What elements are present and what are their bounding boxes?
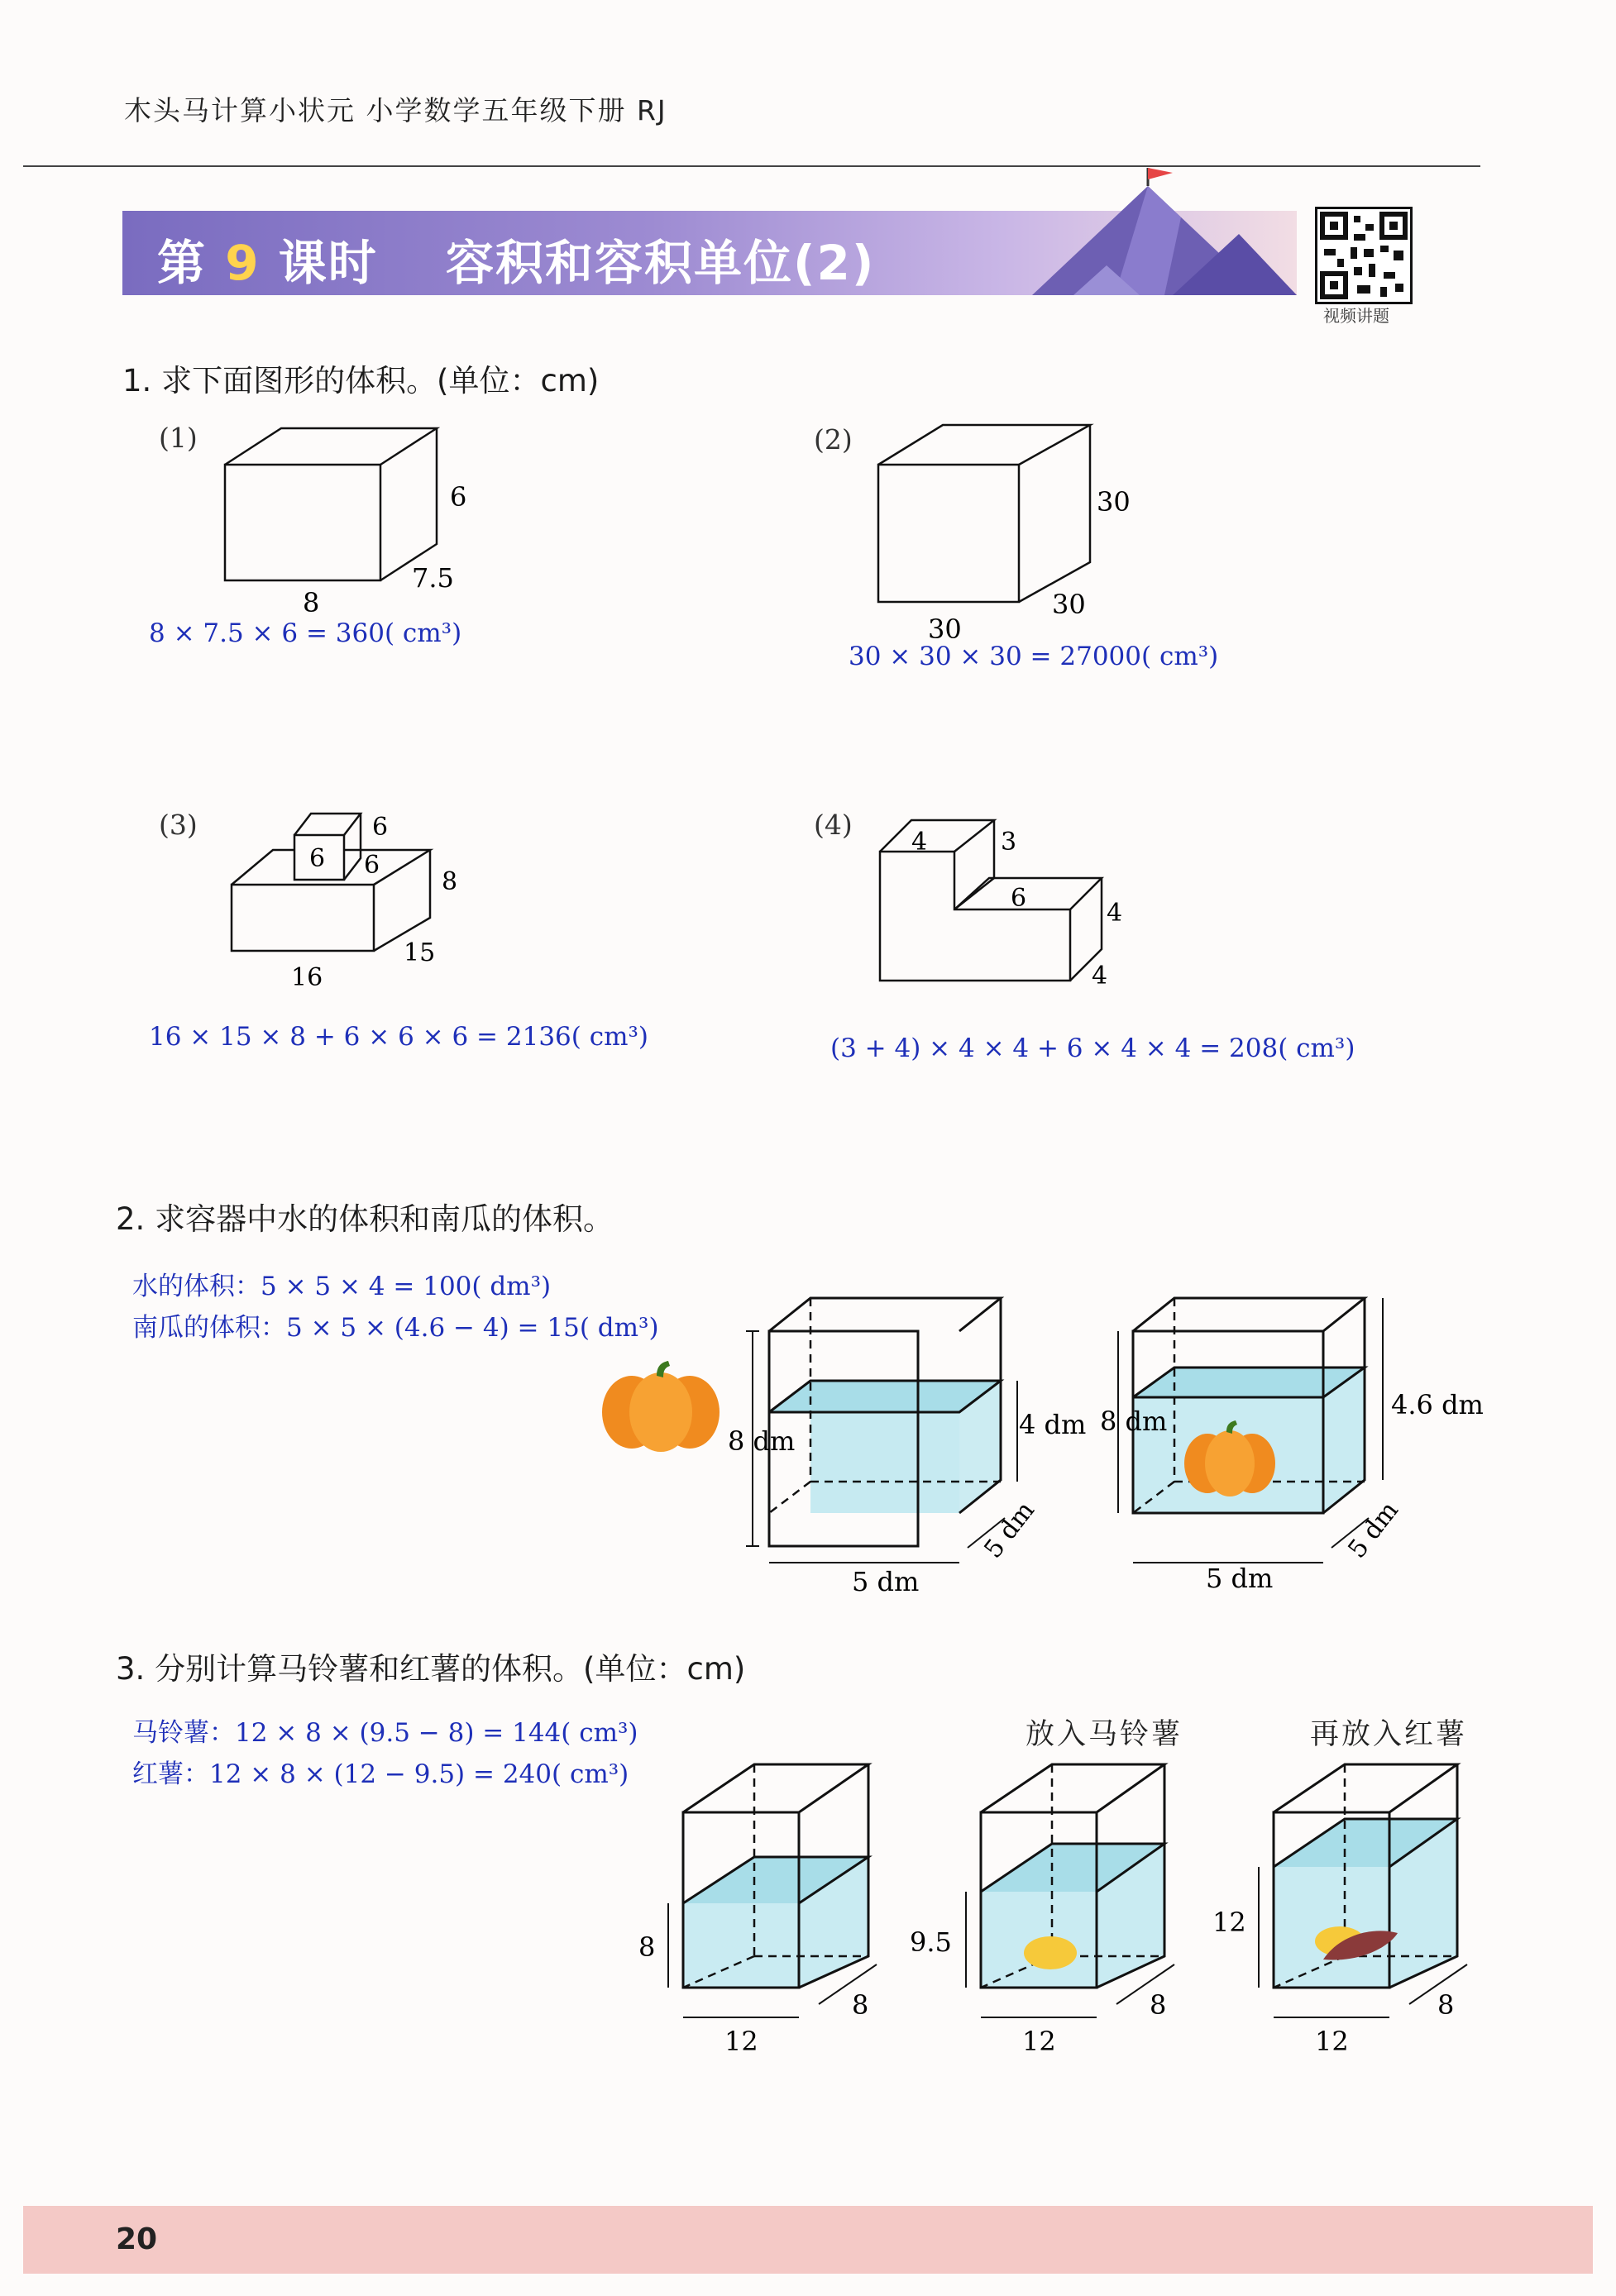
lesson-number: 9 bbox=[225, 235, 261, 291]
fig3-answer: 16 × 15 × 8 + 6 × 6 × 6 = 2136( cm³) bbox=[149, 1022, 649, 1052]
fig1-answer: 8 × 7.5 × 6 = 360( cm³) bbox=[149, 618, 462, 648]
fig2-dim-width: 30 bbox=[928, 613, 962, 645]
q3-t1-water: 8 bbox=[638, 1931, 656, 1963]
potato-icon bbox=[1024, 1936, 1077, 1969]
fig4-answer: (3 + 4) × 4 × 4 + 6 × 4 × 4 = 208( cm³) bbox=[830, 1033, 1355, 1063]
lesson-banner bbox=[122, 211, 1297, 295]
q3-t2-depth: 8 bbox=[1150, 1989, 1167, 2021]
q3-answer-sweet-potato: 红薯：12 × 8 × (12 − 9.5) = 240( cm³) bbox=[132, 1759, 629, 1789]
label-potato: 放入马铃薯 bbox=[1026, 1718, 1183, 1751]
fig3-top-width: 6 bbox=[309, 844, 326, 873]
fig3-bottom-height: 8 bbox=[442, 867, 458, 896]
fig3-label: (3) bbox=[159, 809, 198, 841]
lesson-suffix: 课时 bbox=[278, 235, 378, 291]
fig4-dim-step-depth: 6 bbox=[1011, 884, 1027, 913]
fig3-bottom-depth: 15 bbox=[404, 938, 436, 967]
q2-c1-water: 4 dm bbox=[1019, 1409, 1087, 1440]
q3-prompt: 3. 分别计算马铃薯和红薯的体积。(单位：cm) bbox=[116, 1651, 746, 1687]
q3-t3-depth: 8 bbox=[1437, 1989, 1455, 2021]
fig3-bottom-width: 16 bbox=[291, 963, 323, 992]
q2-c1-depth: 5 dm bbox=[978, 1496, 1040, 1564]
q2-c2-width: 5 dm bbox=[1206, 1563, 1274, 1594]
lesson-title: 容积和容积单位(2) bbox=[446, 235, 876, 291]
mountain-icon bbox=[1024, 168, 1297, 295]
q3-t2-width: 12 bbox=[1022, 2026, 1056, 2057]
q3-t1-depth: 8 bbox=[852, 1989, 869, 2021]
q3-t2-water: 9.5 bbox=[910, 1926, 952, 1958]
fig4-l-shape bbox=[868, 810, 1150, 1000]
q3-t1-width: 12 bbox=[724, 2026, 758, 2057]
fig2-label: (2) bbox=[814, 423, 853, 456]
fig1-label: (1) bbox=[159, 422, 198, 454]
footer-band bbox=[23, 2206, 1593, 2274]
book-title: 木头马计算小状元 小学数学五年级下册 RJ bbox=[124, 94, 667, 126]
fig4-dim-top-width: 4 bbox=[911, 828, 928, 857]
q2-prompt: 2. 求容器中水的体积和南瓜的体积。 bbox=[116, 1201, 614, 1237]
q3-tank-1 bbox=[629, 1753, 901, 2059]
qr-code-icon[interactable] bbox=[1315, 207, 1413, 304]
fig1-dim-width: 8 bbox=[303, 587, 320, 618]
q2-container-1 bbox=[720, 1290, 1087, 1597]
fig3-top-depth: 6 bbox=[364, 851, 380, 880]
fig4-dim-depth: 4 bbox=[1092, 962, 1108, 990]
q3-t3-water: 12 bbox=[1212, 1907, 1246, 1938]
label-sweet-potato: 再放入红薯 bbox=[1310, 1718, 1468, 1751]
q1-prompt: 1. 求下面图形的体积。(单位：cm) bbox=[122, 363, 600, 399]
fig2-dim-height: 30 bbox=[1097, 486, 1131, 518]
fig2-cube bbox=[860, 413, 1158, 653]
q3-answer-potato: 马铃薯：12 × 8 × (9.5 − 8) = 144( cm³) bbox=[132, 1718, 638, 1748]
page-number: 20 bbox=[116, 2222, 158, 2256]
fig4-dim-step-height: 3 bbox=[1001, 828, 1017, 857]
q3-tank-2 bbox=[910, 1753, 1199, 2059]
q3-t3-width: 12 bbox=[1315, 2026, 1349, 2057]
qr-label: 视频讲题 bbox=[1323, 306, 1389, 326]
q3-tank-3 bbox=[1199, 1753, 1489, 2059]
fig1-dim-height: 6 bbox=[450, 481, 467, 513]
header-rule bbox=[23, 165, 1480, 167]
fig2-dim-depth: 30 bbox=[1052, 589, 1086, 620]
fig1-cuboid bbox=[198, 413, 480, 628]
q2-c2-height: 8 dm bbox=[1100, 1406, 1168, 1437]
fig3-top-height: 6 bbox=[372, 813, 389, 842]
fig4-dim-height: 4 bbox=[1107, 899, 1123, 928]
fig4-label: (4) bbox=[814, 809, 853, 841]
q2-container-2 bbox=[1083, 1290, 1484, 1594]
q2-c2-water: 4.6 dm bbox=[1391, 1389, 1484, 1420]
pumpkin-icon bbox=[599, 1359, 723, 1455]
q2-answer-water: 水的体积：5 × 5 × 4 = 100( dm³) bbox=[132, 1272, 552, 1301]
fig1-dim-depth: 7.5 bbox=[412, 562, 454, 594]
fig2-answer: 30 × 30 × 30 = 27000( cm³) bbox=[849, 642, 1219, 671]
lesson-prefix: 第 bbox=[157, 235, 208, 291]
q2-c1-height: 8 dm bbox=[728, 1425, 796, 1457]
q2-c2-depth: 5 dm bbox=[1342, 1496, 1404, 1564]
fig3-stacked-cuboids bbox=[215, 802, 488, 1000]
lesson-heading bbox=[157, 224, 875, 294]
q2-answer-pumpkin: 南瓜的体积：5 × 5 × (4.6 − 4) = 15( dm³) bbox=[132, 1313, 659, 1343]
q2-c1-width: 5 dm bbox=[852, 1566, 920, 1597]
